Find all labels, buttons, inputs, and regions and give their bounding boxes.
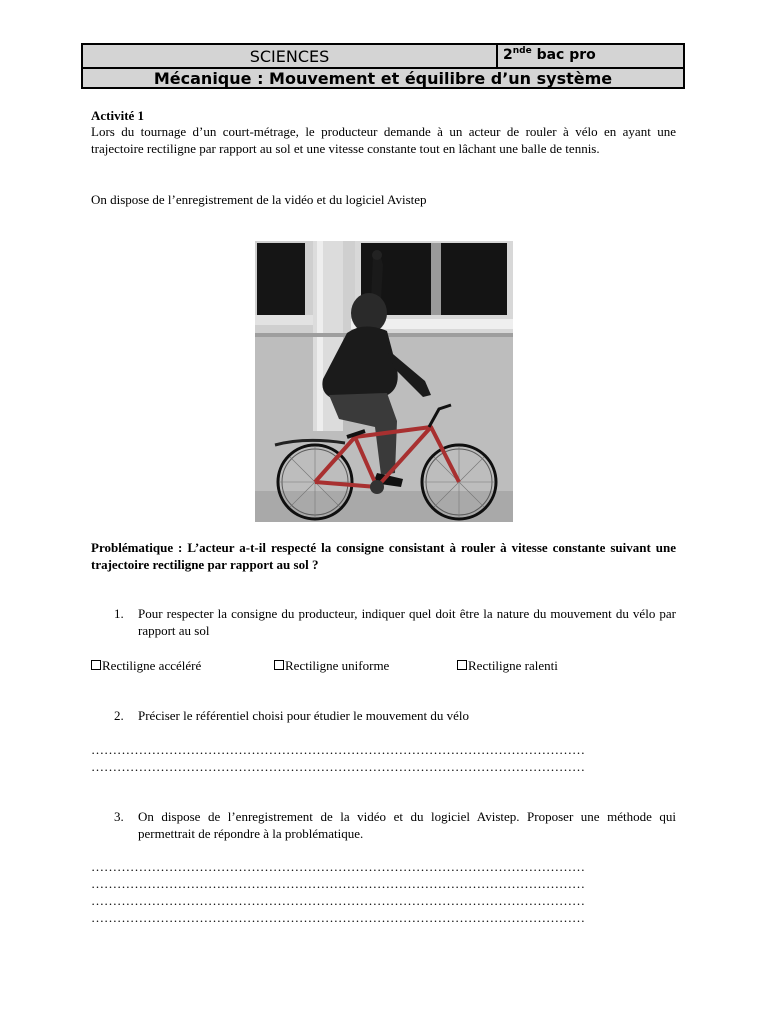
document-header xyxy=(81,43,685,89)
activity-intro: Lors du tournage d’un court-métrage, le producteur demande à un acteur de rouler à vélo en ayant une trajectoire rectiligne par rapport au sol et une vitesse constante tout en lâchant une balle de tennis. xyxy=(91,124,676,156)
activity-heading: Activité 1 xyxy=(91,108,145,123)
checkbox-icon[interactable] xyxy=(274,660,284,670)
option-label: Rectiligne ralenti xyxy=(468,658,558,673)
cyclist-photo xyxy=(255,241,513,522)
question-2-text: Préciser le référentiel choisi pour étudier le mouvement du vélo xyxy=(138,708,470,723)
level-label xyxy=(503,45,596,66)
level-number: 2 xyxy=(503,47,513,63)
problem-text: L’acteur a-t-il respecté la consigne consistant à rouler à vitesse constante suivant une trajectoire rectiligne par rapport au sol ? xyxy=(91,540,676,572)
checkbox-icon[interactable] xyxy=(91,660,101,670)
subject-label: SCIENCES xyxy=(83,45,498,67)
question-2-number: 2. xyxy=(114,708,124,723)
question-1-number: 1. xyxy=(114,606,124,621)
option-uniform[interactable] xyxy=(274,657,389,674)
answer-line[interactable]: …………………………………………………………………………………………………… xyxy=(91,910,585,925)
answer-line[interactable]: …………………………………………………………………………………………………… xyxy=(91,759,585,774)
header-top-row xyxy=(83,45,683,69)
chapter-title: Mécanique : Mouvement et équilibre d’un système xyxy=(153,69,613,88)
checkbox-icon[interactable] xyxy=(457,660,467,670)
level-suffix: bac pro xyxy=(531,47,596,63)
question-1-text: Pour respecter la consigne du producteur, indiquer quel doit être la nature du mouvement du vélo par rapport au sol xyxy=(138,606,676,638)
question-3-text: On dispose de l’enregistrement de la vidéo et du logiciel Avistep. Proposer une méthode qui permettrait de répondre à la problématique. xyxy=(138,809,676,841)
answer-line[interactable]: …………………………………………………………………………………………………… xyxy=(91,876,585,891)
resources-text: On dispose de l’enregistrement de la vidéo et du logiciel Avistep xyxy=(91,192,427,207)
problem-statement xyxy=(91,539,676,573)
option-label: Rectiligne accéléré xyxy=(102,658,202,673)
answer-line[interactable]: …………………………………………………………………………………………………… xyxy=(91,742,585,757)
problem-label: Problématique : xyxy=(91,540,183,555)
option-label: Rectiligne uniforme xyxy=(285,658,390,673)
answer-line[interactable]: …………………………………………………………………………………………………… xyxy=(91,893,585,908)
question-3-number: 3. xyxy=(114,809,124,824)
option-slowed[interactable] xyxy=(457,657,558,674)
answer-line[interactable]: …………………………………………………………………………………………………… xyxy=(91,859,585,874)
level-superscript: nde xyxy=(512,46,532,56)
option-accelerated[interactable] xyxy=(91,657,201,674)
